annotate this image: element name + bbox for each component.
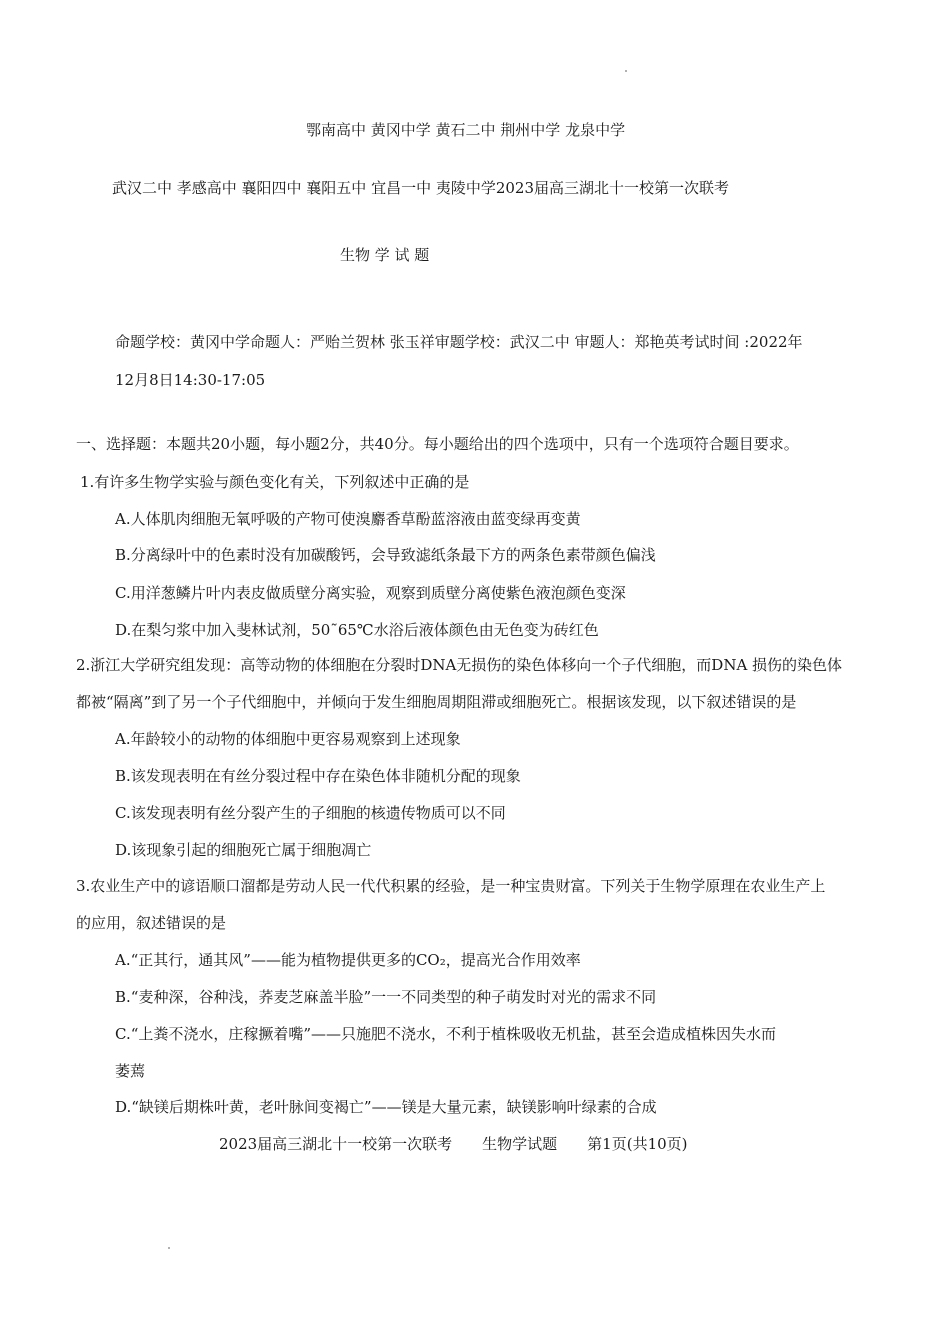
question-3-option-b: B.“麦种深，谷种浅，荞麦芝麻盖半脸”一一不同类型的种子萌发时对光的需求不同 — [115, 988, 657, 1006]
question-3-option-c-continued: 萎蔫 — [115, 1062, 146, 1080]
question-2-stem-line2: 都被“隔离”到了另一个子代细胞中，并倾向于发生细胞周期阻滞或细胞死亡。根据该发现，以下叙述错误的是 — [76, 693, 797, 711]
question-1-stem: 1.有许多生物学实验与颜色变化有关，下列叙述中正确的是 — [80, 473, 470, 491]
scan-speck-bottom — [168, 1247, 170, 1249]
question-1-option-a: A.人体肌肉细胞无氧呼吸的产物可使溴麝香草酚蓝溶液由蓝变绿再变黄 — [115, 510, 581, 528]
question-2-option-b: B.该发现表明在有丝分裂过程中存在染色体非随机分配的现象 — [115, 767, 521, 785]
question-3-option-a: A.“正其行，通其风”——能为植物提供更多的CO₂，提高光合作用效率 — [115, 951, 581, 969]
question-1-option-d: D.在梨匀浆中加入斐林试剂，50˜65℃水浴后液体颜色由无色变为砖红色 — [115, 621, 599, 639]
exam-meta-line2: 12月8日14:30-17:05 — [115, 371, 266, 389]
exam-meta-line1: 命题学校：黄冈中学命题人：严贻兰贺林 张玉祥审题学校：武汉二中 审题人：郑艳英考试时间 :2022年 — [115, 333, 803, 351]
question-3-stem-line1: 3.农业生产中的谚语顺口溜都是劳动人民一代代积累的经验，是一种宝贵财富。下列关于生物学原理在农业生产上 — [76, 877, 826, 895]
question-3-option-d: D.“缺镁后期株叶黄，老叶脉间变褐亡”——镁是大量元素，缺镁影响叶绿素的合成 — [115, 1098, 657, 1116]
question-1-option-b: B.分离绿叶中的色素时没有加碳酸钙，会导致滤纸条最下方的两条色素带颜色偏浅 — [115, 546, 656, 564]
question-1-option-c: C.用洋葱鳞片叶内表皮做质壁分离实验，观察到质壁分离使紫色液泡颜色变深 — [115, 584, 626, 602]
subject-title: 生物 学 试 题 — [340, 246, 430, 264]
section-heading: 一、选择题：本题共20小题，每小题2分，共40分。每小题给出的四个选项中，只有一个选项符合题目要求。 — [76, 435, 799, 453]
header-schools-line2: 武汉二中 孝感高中 襄阳四中 襄阳五中 宜昌一中 夷陵中学2023届高三湖北十一校第一次联考 — [112, 179, 730, 197]
question-2-option-a: A.年龄较小的动物的体细胞中更容易观察到上述现象 — [115, 730, 461, 748]
scan-speck-top — [625, 70, 627, 72]
question-2-option-d: D.该现象引起的细胞死亡属于细胞凋亡 — [115, 841, 372, 859]
question-2-stem-line1: 2.浙江大学研究组发现：高等动物的体细胞在分裂时DNA无损伤的染色体移向一个子代细胞，而DNA 损伤的染色体 — [76, 656, 843, 674]
question-3-option-c: C.“上粪不浇水，庄稼撅着嘴”——只施肥不浇水，不利于植株吸收无机盐，甚至会造成植株因失水而 — [115, 1025, 777, 1043]
page-footer: 2023届高三湖北十一校第一次联考 生物学试题 第1页(共10页) — [219, 1135, 688, 1153]
header-schools-line1: 鄂南高中 黄冈中学 黄石二中 荆州中学 龙泉中学 — [306, 121, 626, 139]
question-3-stem-line2: 的应用，叙述错误的是 — [76, 914, 227, 932]
question-2-option-c: C.该发现表明有丝分裂产生的子细胞的核遗传物质可以不同 — [115, 804, 506, 822]
